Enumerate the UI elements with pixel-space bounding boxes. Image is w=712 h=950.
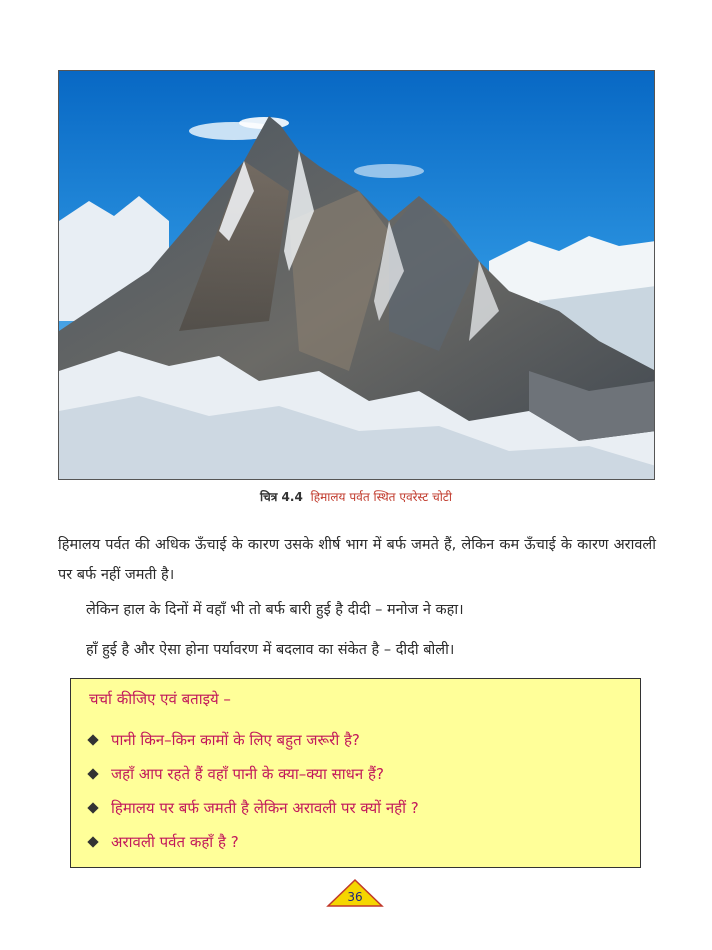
diamond-bullet-icon (87, 836, 98, 847)
list-item (85, 723, 419, 757)
paragraph-2: लेकिन हाल के दिनों में वहाँ भी तो बर्फ बारी हुई है दीदी – मनोज ने कहा। (86, 602, 464, 618)
activity-box-title: चर्चा कीजिए एवं बताइये – (89, 690, 231, 708)
paragraph-3: हाँ हुई है और ऐसा होना पर्यावरण में बदलाव का संकेत है – दीदी बोली। (86, 642, 455, 658)
everest-peak-illustration (59, 71, 655, 480)
diamond-bullet-icon (87, 768, 98, 779)
page-number: 36 (347, 890, 363, 904)
page-number-badge (326, 878, 384, 908)
figure-caption (0, 488, 712, 505)
figure-number: चित्र 4.4 (260, 490, 303, 504)
question-text: पानी किन–किन कामों के लिए बहुत जरूरी है? (111, 731, 360, 749)
question-text: अरावली पर्वत कहाँ है ? (111, 833, 239, 851)
diamond-bullet-icon (87, 734, 98, 745)
list-item (85, 757, 419, 791)
diamond-bullet-icon (87, 802, 98, 813)
activity-question-list (85, 723, 419, 859)
paragraph-1: हिमालय पर्वत की अधिक ऊँचाई के कारण उसके शीर्ष भाग में बर्फ जमते हैं, लेकिन कम ऊँचाई के कारण अरावली पर बर्फ नहीं जमती है। (58, 537, 656, 583)
figure-caption-text: हिमालय पर्वत स्थित एवरेस्ट चोटी (310, 490, 452, 504)
question-text: जहाँ आप रहते हैं वहाँ पानी के क्या–क्या साधन हैं? (111, 765, 384, 783)
activity-box (70, 678, 641, 868)
list-item (85, 791, 419, 825)
mountain-photo (58, 70, 655, 480)
question-text: हिमालय पर बर्फ जमती है लेकिन अरावली पर क्यों नहीं ? (111, 799, 419, 817)
list-item (85, 825, 419, 859)
